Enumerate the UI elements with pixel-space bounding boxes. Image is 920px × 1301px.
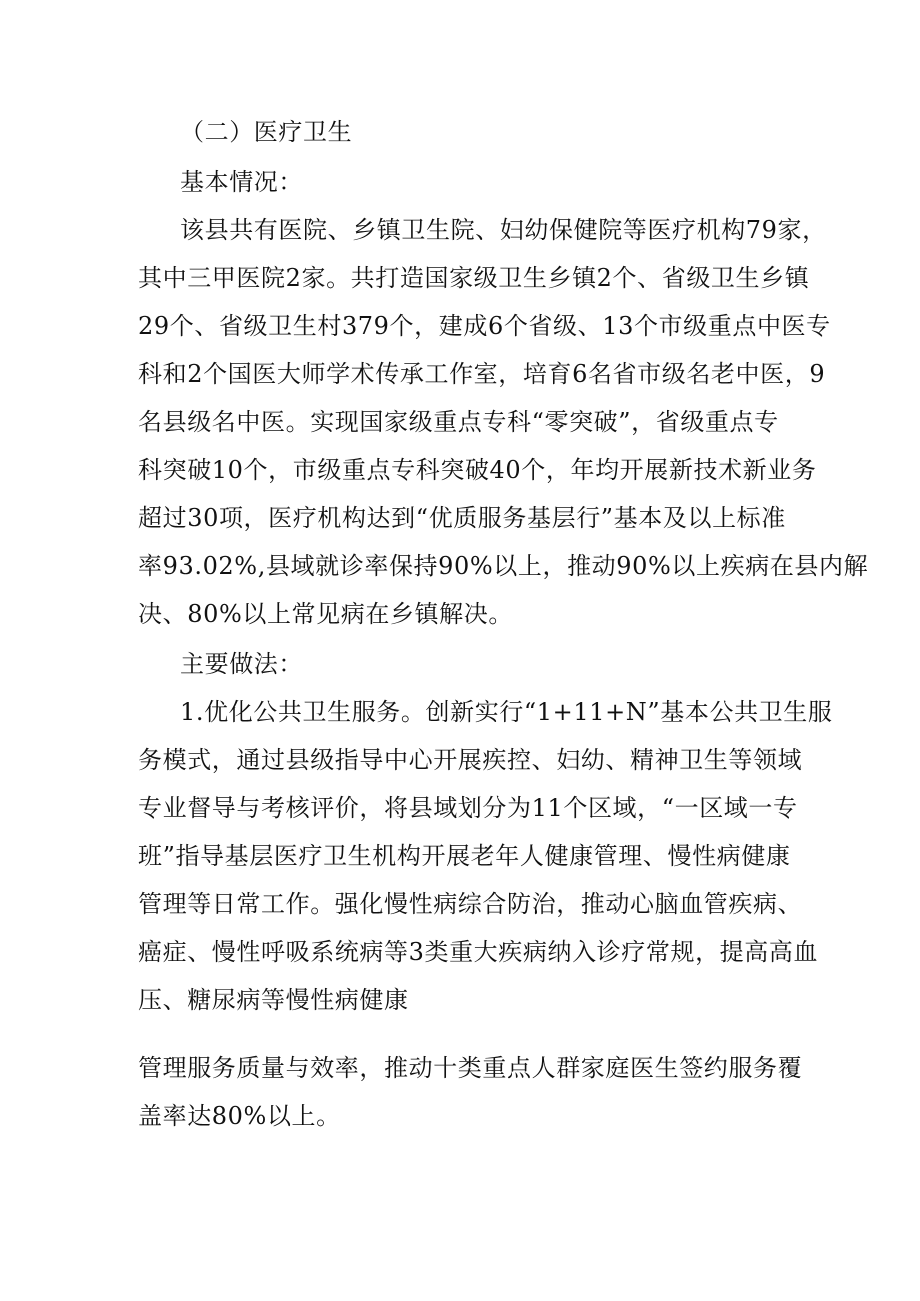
paragraph-line: 癌症、慢性呼吸系统病等3类重大疾病纳入诊疗常规，提高高血 [138,938,819,966]
paragraph-line: 管理服务质量与效率，推动十类重点人群家庭医生签约服务覆 [138,1054,803,1082]
paragraph-line: 超过30项，医疗机构达到“优质服务基层行”基本及以上标准 [138,504,786,532]
main-practices-label: 主要做法： [180,650,303,678]
paragraph-line: 务模式，通过县级指导中心开展疾控、妇幼、精神卫生等领域 [138,746,803,774]
paragraph-line: 科突破10个，市级重点专科突破40个，年均开展新技术新业务 [138,456,817,484]
basic-situation-label: 基本情况： [180,168,303,196]
paragraph-line: 决、80%以上常见病在乡镇解决。 [138,600,513,628]
paragraph-line: 班”指导基层医疗卫生机构开展老年人健康管理、慢性病健康 [138,842,791,870]
paragraph-line: 压、糖尿病等慢性病健康 [138,986,409,1014]
paragraph-line: 专业督导与考核评价，将县域划分为11个区域，“一区域一专 [138,794,798,822]
paragraph-line: 名县级名中医。实现国家级重点专科“零突破”，省级重点专 [138,408,779,436]
paragraph-line: 其中三甲医院2家。共打造国家级卫生乡镇2个、省级卫生乡镇 [138,264,810,292]
section-heading: （二）医疗卫生 [180,118,353,146]
paragraph-line: 管理等日常工作。强化慢性病综合防治，推动心脑血管疾病、 [138,890,803,918]
paragraph-line: 盖率达80%以上。 [138,1102,341,1130]
paragraph-line: 29个、省级卫生村379个，建成6个省级、13个市级重点中医专 [138,312,831,340]
paragraph-line: 科和2个国医大师学术传承工作室，培育6名省市级名老中医，9 [138,360,826,388]
paragraph-line: 1.优化公共卫生服务。创新实行“1+11+N”基本公共卫生服 [180,698,833,726]
paragraph-line: 该县共有医院、乡镇卫生院、妇幼保健院等医疗机构79家， [180,216,827,244]
paragraph-line: 率93.02%,县域就诊率保持90%以上，推动90%以上疾病在县内解 [138,552,869,580]
